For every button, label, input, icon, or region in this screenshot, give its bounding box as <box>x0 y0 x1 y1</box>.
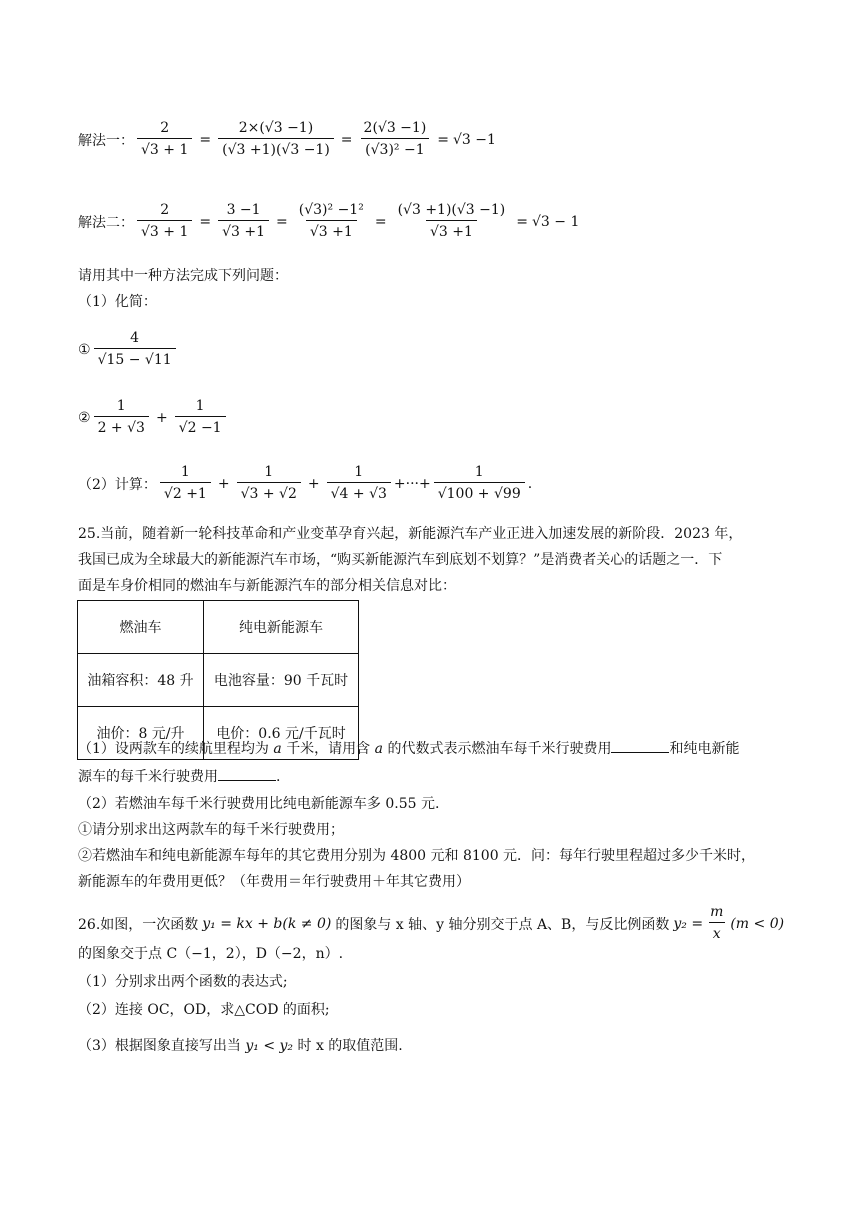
sum-term-2: $\frac{1}{√3 + √2}$ <box>237 462 301 505</box>
item-2-fraction-a: $\frac{1}{2 + √3}$ <box>94 396 149 439</box>
method-one-result: √3 −1 <box>453 131 496 148</box>
comparison-table <box>77 600 359 760</box>
method-two-frac-1: $\frac{2}{√3 + 1}$ <box>137 200 192 243</box>
linear-function: y₁ = kx + b(k ≠ 0) <box>202 915 332 932</box>
method-two-row: 解法二： $\frac{2}{√3 + 1}$ = $\frac{3 -1}{√3 +1}$ = $\frac{\text{(√3)² −1²}}{√3 +1}$ = $\frac{(√3 +1)(√3 -1)}{√3 +1}$ = √3 − 1 <box>78 200 579 243</box>
answer-blank <box>218 766 276 781</box>
answer-blank <box>611 738 669 753</box>
method-one-frac-1: $\frac{2}{√3 + 1}$ <box>137 118 192 161</box>
inverse-function-condition: (m < 0) <box>730 915 785 932</box>
q25-part1-line-2: 源车的每千米行驶费用 . <box>78 766 280 787</box>
method-two-frac-3: $\frac{\text{(√3)² −1²}}{√3 +1}$ <box>295 200 368 243</box>
q26-line-2: 的图象交于点 C（−1，2），D（−2，n）. <box>78 946 344 962</box>
var-a: a <box>374 741 383 757</box>
method-two-result: √3 − 1 <box>532 213 580 230</box>
q25-part2-sub-2: ②若燃油车和纯电新能源车每年的其它费用分别为 4800 元和 8100 元．问：每年行驶里程超过多少千米时， <box>78 848 756 864</box>
q25-line-3: 面是车身价相同的燃油车与新能源汽车的部分相关信息对比： <box>78 578 456 594</box>
q24-item-2: ② $\frac{1}{2 + √3}$ + $\frac{1}{√2 -1}$ <box>78 396 229 439</box>
q25-line-2: 我国已成为全球最大的新能源汽车市场，“购买新能源汽车到底划不划算？”是消费者关心的话题之一．下 <box>78 552 723 568</box>
sum-term-last: $\frac{1}{√100 + √99}$ <box>434 462 525 505</box>
q25-line-1: 25.当前，随着新一轮科技革命和产业变革孕育兴起，新能源汽车产业正进入加速发展的新阶段．2023 年， <box>78 526 743 542</box>
q26-part2: （2）连接 OC，OD，求△COD 的面积; <box>78 1002 330 1018</box>
table-header-cell: 纯电新能源车 <box>204 601 359 654</box>
q25-part1-line-1: （1）设两款车的续航里程均为 a 千米，请用含 a 的代数式表示燃油车每千米行驶费用 和纯电新能 <box>78 738 739 759</box>
method-one-row: 解法一： $\frac{2}{√3 + 1}$ = $\frac{2\times(√3 -1)}{(√3 +1)(√3 -1)}$ = $\frac{2(√3 -1)}{\text{(√3)² −1}}$ = √3 −1 <box>78 118 496 161</box>
q24-instruction: 请用其中一种方法完成下列问题： <box>78 268 288 284</box>
table-cell: 电价：0.6 元/千瓦时 <box>204 707 359 760</box>
q25-part2: （2）若燃油车每千米行驶费用比纯电新能源车多 0.55 元. <box>78 796 440 812</box>
table-row <box>78 654 359 707</box>
q26-part3: （3）根据图象直接写出当 y₁ < y₂ 时 x 的取值范围. <box>78 1038 403 1054</box>
table-header-row <box>78 601 359 654</box>
table-header-cell: 燃油车 <box>78 601 204 654</box>
q25-part2-sub-1: ①请分别求出这两款车的每千米行驶费用； <box>78 822 344 838</box>
q26-line-1: 26.如图，一次函数 y₁ = kx + b(k ≠ 0) 的图象与 x 轴、y 轴分别交于点 A、B，与反比例函数 y₂ = $\frac{m}{x}$ (m < 0) <box>78 902 784 945</box>
method-one-frac-3: $\frac{2(√3 -1)}{\text{(√3)² −1}}$ <box>360 118 431 161</box>
table-cell: 电池容量：90 千瓦时 <box>204 654 359 707</box>
method-two-frac-4: $\frac{(√3 +1)(√3 -1)}{√3 +1}$ <box>394 200 510 243</box>
sum-ellipsis: +···+ <box>393 475 431 492</box>
table-cell: 油价：8 元/升 <box>78 707 204 760</box>
sum-term-3: $\frac{1}{√4 + √3}$ <box>327 462 391 505</box>
q26-part1: （1）分别求出两个函数的表达式; <box>78 974 288 990</box>
var-a: a <box>273 741 282 757</box>
item-2-fraction-b: $\frac{1}{√2 -1}$ <box>175 396 226 439</box>
inverse-function-lhs: y₂ = <box>673 915 704 932</box>
item-2-marker: ② <box>78 409 91 426</box>
inverse-function-fraction: $\frac{m}{x}$ <box>706 902 727 945</box>
q24-part1-label: （1）化简： <box>78 294 157 310</box>
sum-end: . <box>527 475 533 492</box>
q25-part2-sub-3: 新能源车的年费用更低？（年费用＝年行驶费用＋年其它费用） <box>78 874 470 890</box>
item-1-fraction: $\frac{4}{√15 - √11}$ <box>94 328 176 371</box>
method-one-frac-2: $\frac{2\times(√3 -1)}{(√3 +1)(√3 -1)}$ <box>218 118 334 161</box>
method-one-label: 解法一： <box>78 132 134 149</box>
method-two-frac-2: $\frac{3 -1}{√3 +1}$ <box>218 200 269 243</box>
q24-part2-label: （2）计算： <box>78 476 157 493</box>
item-1-marker: ① <box>78 341 91 358</box>
method-two-label: 解法二： <box>78 214 134 231</box>
sum-term-1: $\frac{1}{√2 +1}$ <box>160 462 211 505</box>
q24-item-1 <box>78 328 179 371</box>
table-cell: 油箱容积：48 升 <box>78 654 204 707</box>
inequality-expression: y₁ < y₂ <box>245 1038 294 1054</box>
q24-part2-row: （2）计算： $\frac{1}{√2 +1}$ + $\frac{1}{√3 + √2}$ + $\frac{1}{√4 + √3}$ +···+ $\frac{1}{√100 + √99}$ . <box>78 462 532 505</box>
